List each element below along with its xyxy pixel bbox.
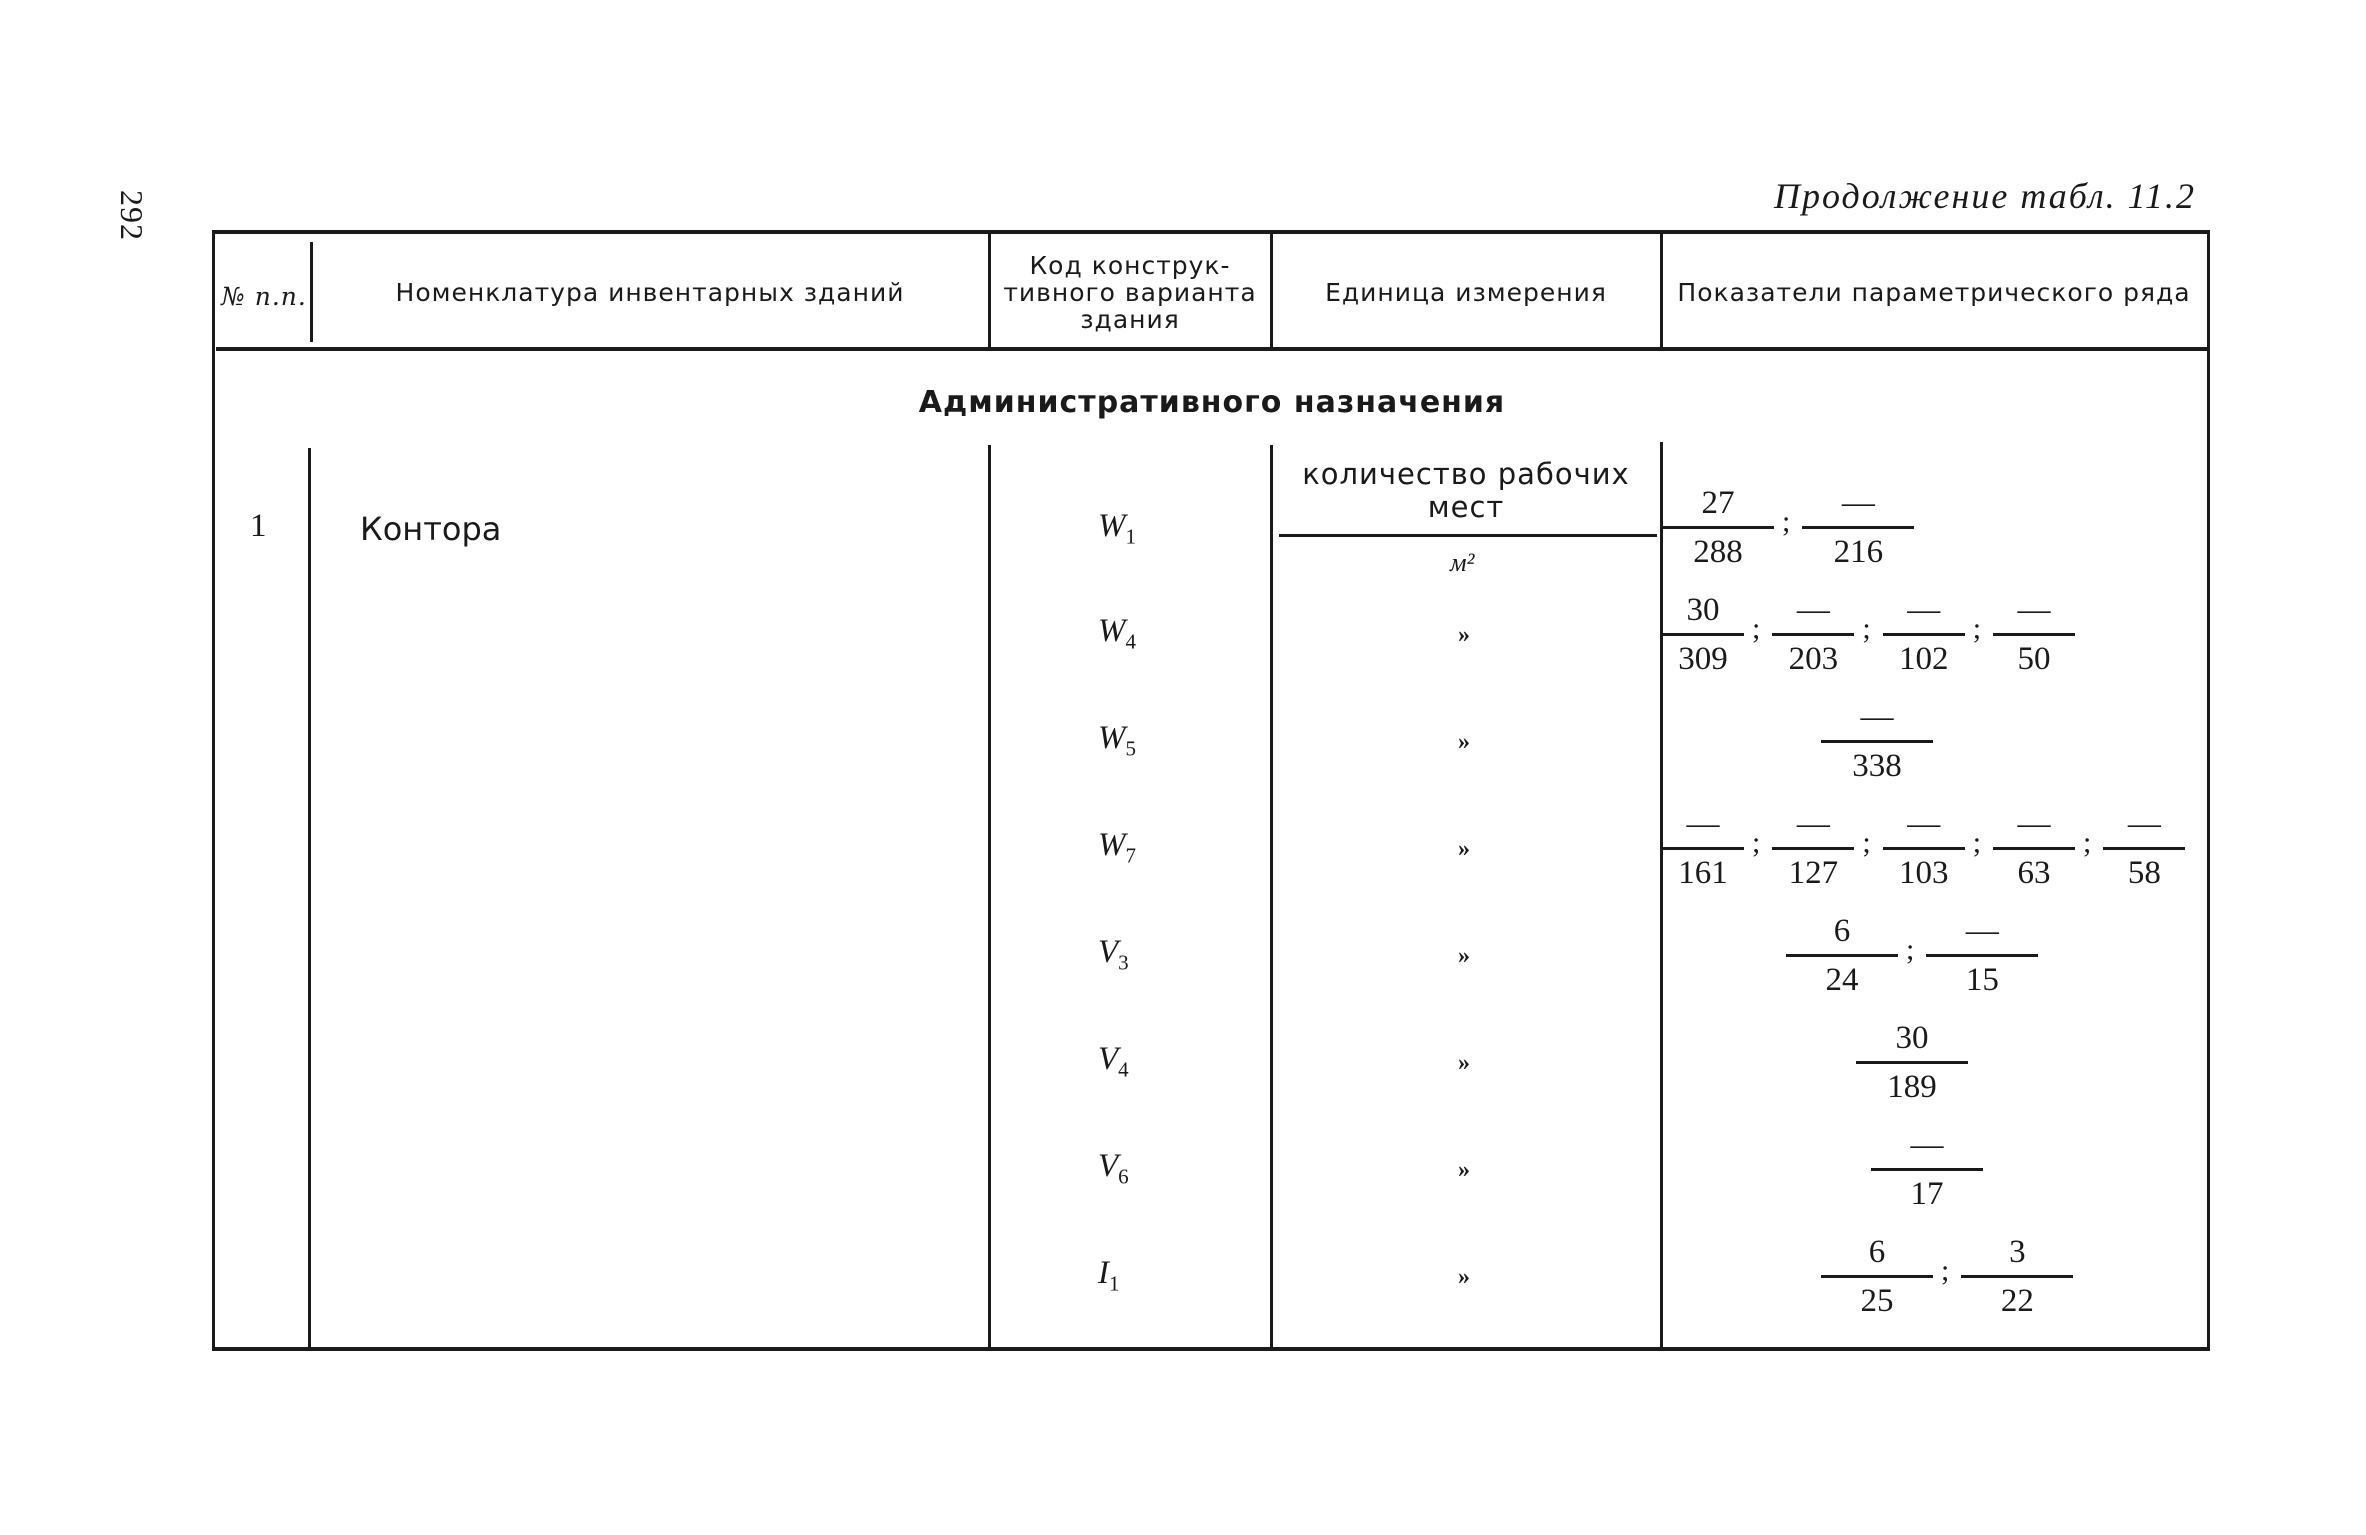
fraction-denominator: 103 xyxy=(1883,847,1965,896)
fraction-numerator: — xyxy=(1910,1127,1944,1163)
fractions-W5 xyxy=(1827,694,1927,789)
header-code: Код конструк-тивного варианта здания xyxy=(1003,250,1257,334)
fraction-numerator: — xyxy=(1686,806,1720,842)
fraction-denominator: 338 xyxy=(1821,740,1933,789)
code-V6: $V_6$ xyxy=(1098,1148,1129,1189)
code-V3: $V_3$ xyxy=(1098,934,1129,975)
fractions-V4 xyxy=(1862,1015,1962,1110)
fraction-numerator: — xyxy=(1907,592,1941,628)
fraction xyxy=(1889,587,1959,682)
code-W5: $W_5$ xyxy=(1098,720,1136,761)
fraction xyxy=(1808,480,1908,575)
fraction-denominator: 15 xyxy=(1926,954,2038,1003)
ditto-mark-W7: » xyxy=(1458,836,1470,862)
fraction xyxy=(1889,801,1959,896)
fraction-denominator: 102 xyxy=(1883,633,1965,682)
fraction-separator: ; xyxy=(1906,932,1915,966)
fraction xyxy=(1967,1229,2067,1324)
body-col-sep-2 xyxy=(988,445,991,1348)
fraction-separator: ; xyxy=(1941,1253,1950,1287)
code-V4: $V_4$ xyxy=(1098,1041,1129,1082)
fraction-numerator: — xyxy=(1965,913,1999,949)
fraction-numerator: — xyxy=(2127,806,2161,842)
fraction xyxy=(1778,801,1848,896)
fractions-I1 xyxy=(1827,1229,2067,1324)
fractions-W4 xyxy=(1668,587,2069,682)
fractions-W1 xyxy=(1668,480,1908,575)
fraction-separator: ; xyxy=(1972,825,1982,859)
fractions-V3 xyxy=(1792,908,2032,1003)
fraction xyxy=(1999,587,2069,682)
unit-square-meters: м² xyxy=(1450,548,1475,577)
fraction xyxy=(1827,1229,1927,1324)
header-col-sep-1 xyxy=(310,242,313,342)
fraction-numerator: 6 xyxy=(1868,1234,1886,1270)
ditto-mark-W5: » xyxy=(1458,729,1470,755)
fraction-numerator: — xyxy=(2017,806,2051,842)
fraction-numerator: — xyxy=(1860,699,1894,735)
fraction-numerator: — xyxy=(1796,806,1830,842)
fraction-separator: ; xyxy=(1972,611,1982,645)
body-col-sep-1 xyxy=(308,448,311,1348)
fraction-numerator: — xyxy=(2017,592,2051,628)
table-top-rule xyxy=(212,230,2210,234)
fraction-numerator: 27 xyxy=(1701,485,1735,521)
fraction-denominator: 161 xyxy=(1662,847,1744,896)
fraction xyxy=(2109,801,2179,896)
fraction-separator: ; xyxy=(1782,504,1791,538)
unit-divider xyxy=(1279,534,1657,537)
section-title: Административного назначения xyxy=(918,385,1506,420)
parametric-table xyxy=(212,230,2192,1350)
fraction-denominator: 203 xyxy=(1772,633,1854,682)
fraction xyxy=(1792,908,1892,1003)
ditto-mark-V4: » xyxy=(1458,1050,1470,1076)
fraction-denominator: 189 xyxy=(1856,1061,1968,1110)
fraction xyxy=(1862,1015,1962,1110)
ditto-mark-V6: » xyxy=(1458,1157,1470,1183)
fraction-separator: ; xyxy=(1752,611,1761,645)
code-W7: $W_7$ xyxy=(1098,827,1136,868)
fractions-V6 xyxy=(1877,1122,1977,1217)
fraction-separator: ; xyxy=(1862,611,1871,645)
fraction-denominator: 58 xyxy=(2103,847,2185,896)
header-nomenclature: Номенклатура инвентарных зданий xyxy=(395,277,905,307)
code-W4: $W_4$ xyxy=(1098,613,1136,654)
ditto-mark-I1: » xyxy=(1458,1264,1470,1290)
header-col-sep-4 xyxy=(1660,230,1663,347)
fraction-denominator: 63 xyxy=(1993,847,2075,896)
fraction xyxy=(1932,908,2032,1003)
row-building-name: Контора xyxy=(360,510,502,548)
header-number: № п.п. xyxy=(221,281,307,311)
fraction-denominator: 309 xyxy=(1662,633,1744,682)
header-unit: Единица измерения xyxy=(1325,277,1607,307)
fraction-denominator: 25 xyxy=(1821,1275,1933,1324)
table-continuation-caption: Продолжение табл. 11.2 xyxy=(1773,176,2196,216)
fraction xyxy=(1778,587,1848,682)
fraction-denominator: 24 xyxy=(1786,954,1898,1003)
row-number: 1 xyxy=(250,508,267,544)
fraction xyxy=(1877,1122,1977,1217)
header-col-sep-2 xyxy=(988,230,991,347)
fraction xyxy=(1668,480,1768,575)
fraction-denominator: 288 xyxy=(1662,526,1774,575)
fraction-denominator: 22 xyxy=(1961,1275,2073,1324)
fraction-numerator: 30 xyxy=(1895,1020,1929,1056)
ditto-mark-W4: » xyxy=(1458,622,1470,648)
unit-workplaces: количество рабочих мест xyxy=(1302,457,1630,524)
header-bottom-rule xyxy=(216,347,2210,351)
code-W1: $W_1$ xyxy=(1098,508,1136,549)
header-indicators: Показатели параметрического ряда xyxy=(1677,277,2191,307)
fraction-numerator: 30 xyxy=(1686,592,1720,628)
fraction xyxy=(1827,694,1927,789)
fraction xyxy=(1999,801,2069,896)
fraction-separator: ; xyxy=(2083,825,2092,859)
fraction-numerator: — xyxy=(1841,485,1875,521)
header-col-sep-3 xyxy=(1270,230,1273,347)
fraction xyxy=(1668,801,1738,896)
fraction-numerator: — xyxy=(1907,806,1941,842)
fraction-numerator: — xyxy=(1796,592,1830,628)
fractions-W7 xyxy=(1668,801,2179,896)
fraction xyxy=(1668,587,1738,682)
code-I1: $I_1$ xyxy=(1098,1255,1120,1296)
fraction-numerator: 3 xyxy=(2009,1234,2026,1270)
table-bottom-rule xyxy=(212,1347,2210,1351)
ditto-mark-V3: » xyxy=(1458,943,1470,969)
page-number: 292 xyxy=(114,190,150,241)
fraction-denominator: 127 xyxy=(1772,847,1854,896)
fraction-numerator: 6 xyxy=(1833,913,1851,949)
fraction-denominator: 216 xyxy=(1802,526,1914,575)
fraction-denominator: 17 xyxy=(1871,1168,1983,1217)
fraction-separator: ; xyxy=(1862,825,1871,859)
fraction-separator: ; xyxy=(1752,825,1761,859)
fraction-denominator: 50 xyxy=(1993,633,2075,682)
body-col-sep-3 xyxy=(1270,445,1273,1348)
